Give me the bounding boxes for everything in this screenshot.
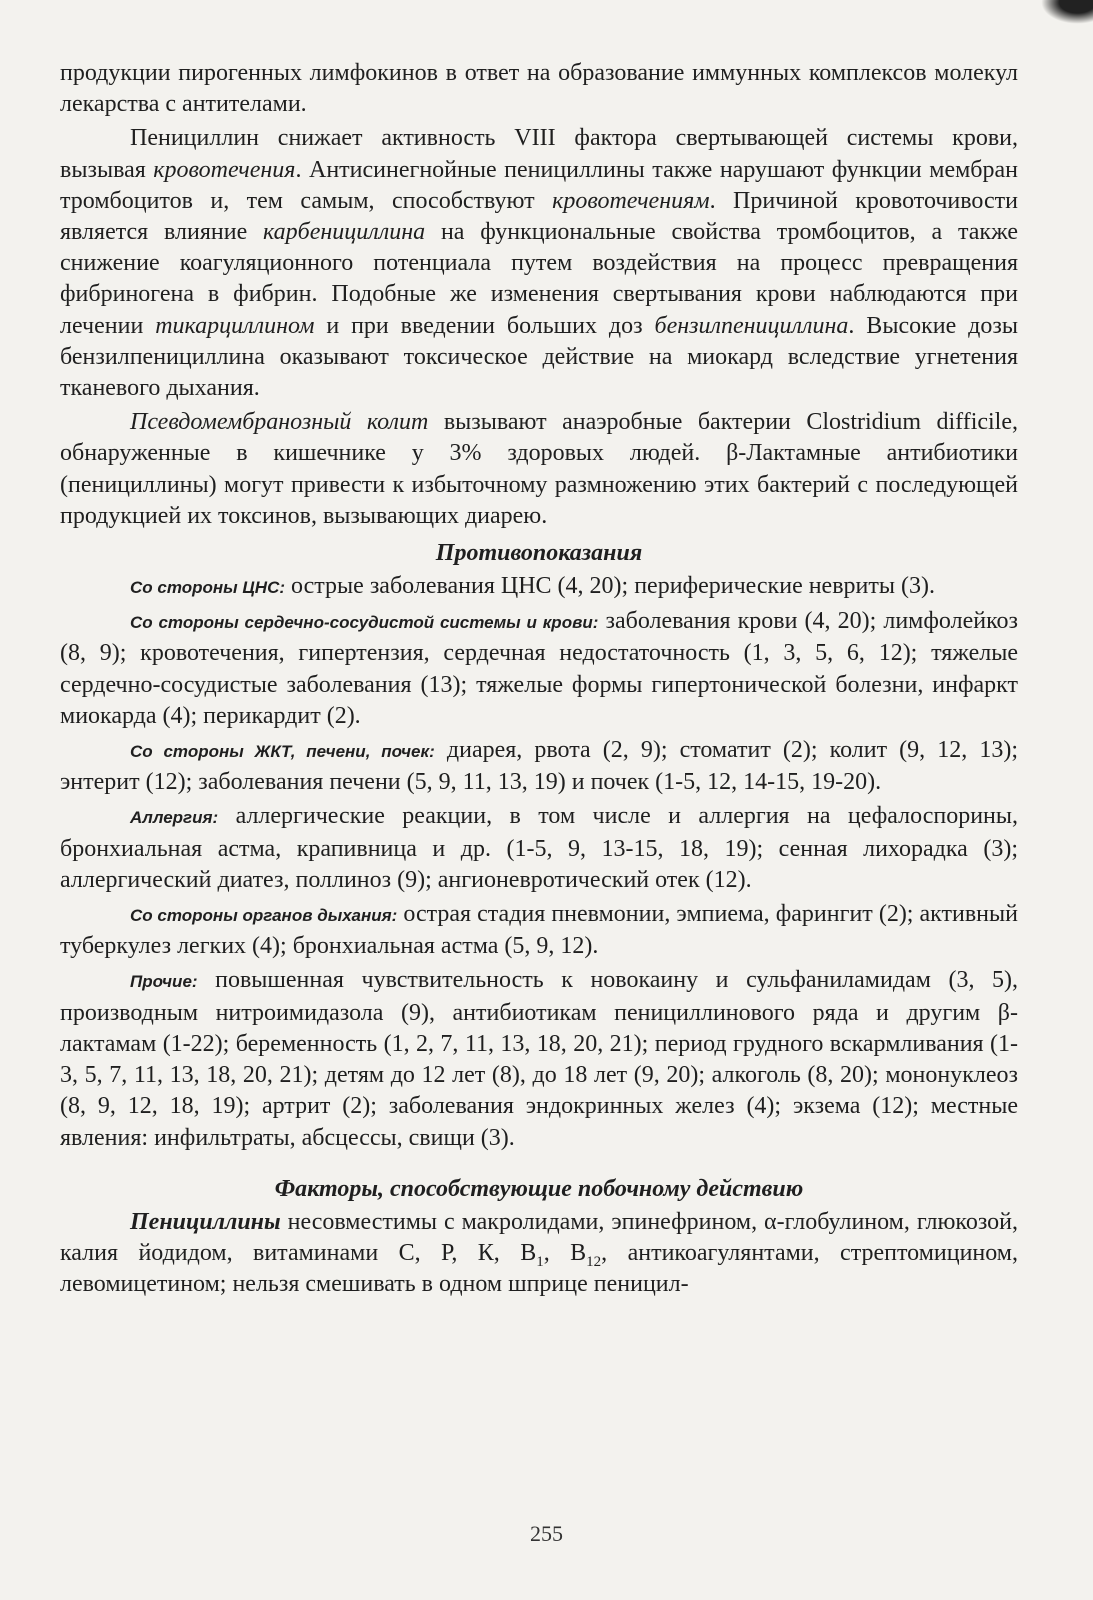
contra-item-gi: Со стороны ЖКТ, печени, почек: диарея, рвота (2, 9); стоматит (2); колит (9, 12, 13); энтерит (12); заболевания печени (5, 9, 11, 13, 19) и почек (1-5, 12, 14-15, 19-20). [60, 737, 1018, 796]
contra-item-respiratory: Со стороны органов дыхания: острая стадия пневмонии, эмпиема, фарингит (2); активный туберкулез легких (4); бронхиальная астма (5, 9, 12). [60, 901, 1018, 960]
document-page [60, 58, 1018, 1300]
paragraph-bleeding: Пенициллин снижает активность VIII фактора свертывающей системы крови, вызывая кровотечения. Антисинегнойные пенициллины также нарушают функции мембран тромбоцитов и, тем самым, способствуют кровотечениям. Причиной кровоточивости является влияние карбенициллина на функциональные свойства тромбоцитов, а также снижение коагуляционного потенциала путем воздействия на процесс превращения фибриногена в фибрин. Подобные же изменения свертывания крови наблюдаются при лечении тикарциллином и при введении больших доз бензилпенициллина. Высокие дозы бензилпенициллина оказывают токсическое действие на миокард вследствие угнетения тканевого дыхания. [60, 125, 1018, 402]
paragraph-immune-complexes: продукции пирогенных лимфокинов в ответ на образование иммунных комплексов молекул лекарства с антителами. [60, 60, 1018, 118]
paragraph-colitis: Псевдомембранозный колит вызывают анаэробные бактерии Clostridium difficile, обнаруженные в кишечнике у 3% здоровых людей. β-Лактамные антибиотики (пенициллины) могут привести к избыточному размножению этих бактерий с последующей продукцией их токсинов, вызывающих диарею. [60, 409, 1019, 529]
contra-item-allergy: Аллергия: аллергические реакции, в том числе и аллергия на цефалоспорины, бронхиальная астма, крапивница и др. (1-5, 9, 13-15, 18, 19); сенная лихорадка (3); аллергический диатез, поллиноз (9); ангионевротический отек (12). [60, 803, 1018, 893]
paragraph-incompatibility: Пенициллины несовместимы с макролидами, эпинефрином, α-глобулином, глюкозой, калия йодидом, витаминами С, Р, К, $В_1$, $В_{12}$, антикоагулянтами, стрептомицином, левомицетином; нельзя смешивать в одном шприце пеницил- [60, 1208, 1018, 1298]
contra-item-other: Прочие: повышенная чувствительность к новокаину и сульфаниламидам (3, 5), производным нитроимидазола (9), антибиотикам пенициллинового ряда и другим β-лактамам (1-22); беременность (1, 2, 7, 11, 13, 18, 20, 21); период грудного вскармливания (1-3, 5, 7, 11, 13, 18, 20, 21); детям до 12 лет (8), до 18 лет (9, 20); алкоголь (8, 20); мононуклеоз (8, 9, 12, 18, 19); артрит (2); заболевания эндокринных желез (4); экзема (12); местные явления: инфильтраты, абсцессы, свищи (3). [60, 967, 1018, 1151]
scan-artifact [1041, 0, 1093, 24]
section-heading-factors: Факторы, способствующие побочному действию [274, 1175, 804, 1202]
page-number: 255 [530, 1521, 563, 1546]
section-heading-contraindications: Противопоказания [435, 540, 643, 567]
contra-item-cardio: Со стороны сердечно-сосудистой системы и крови: заболевания крови (4, 20); лимфолейкоз (8, 9); кровотечения, гипертензия, сердечная недостаточность (1, 3, 5, 6, 12); тяжелые сердечно-сосудистые заболевания (13); тяжелые формы гипертонической болезни, инфаркт миокарда (4); перикардит (2). [60, 608, 1018, 729]
contra-item-cns: Со стороны ЦНС: острые заболевания ЦНС (4, 20); периферические невриты (3). [130, 573, 935, 600]
